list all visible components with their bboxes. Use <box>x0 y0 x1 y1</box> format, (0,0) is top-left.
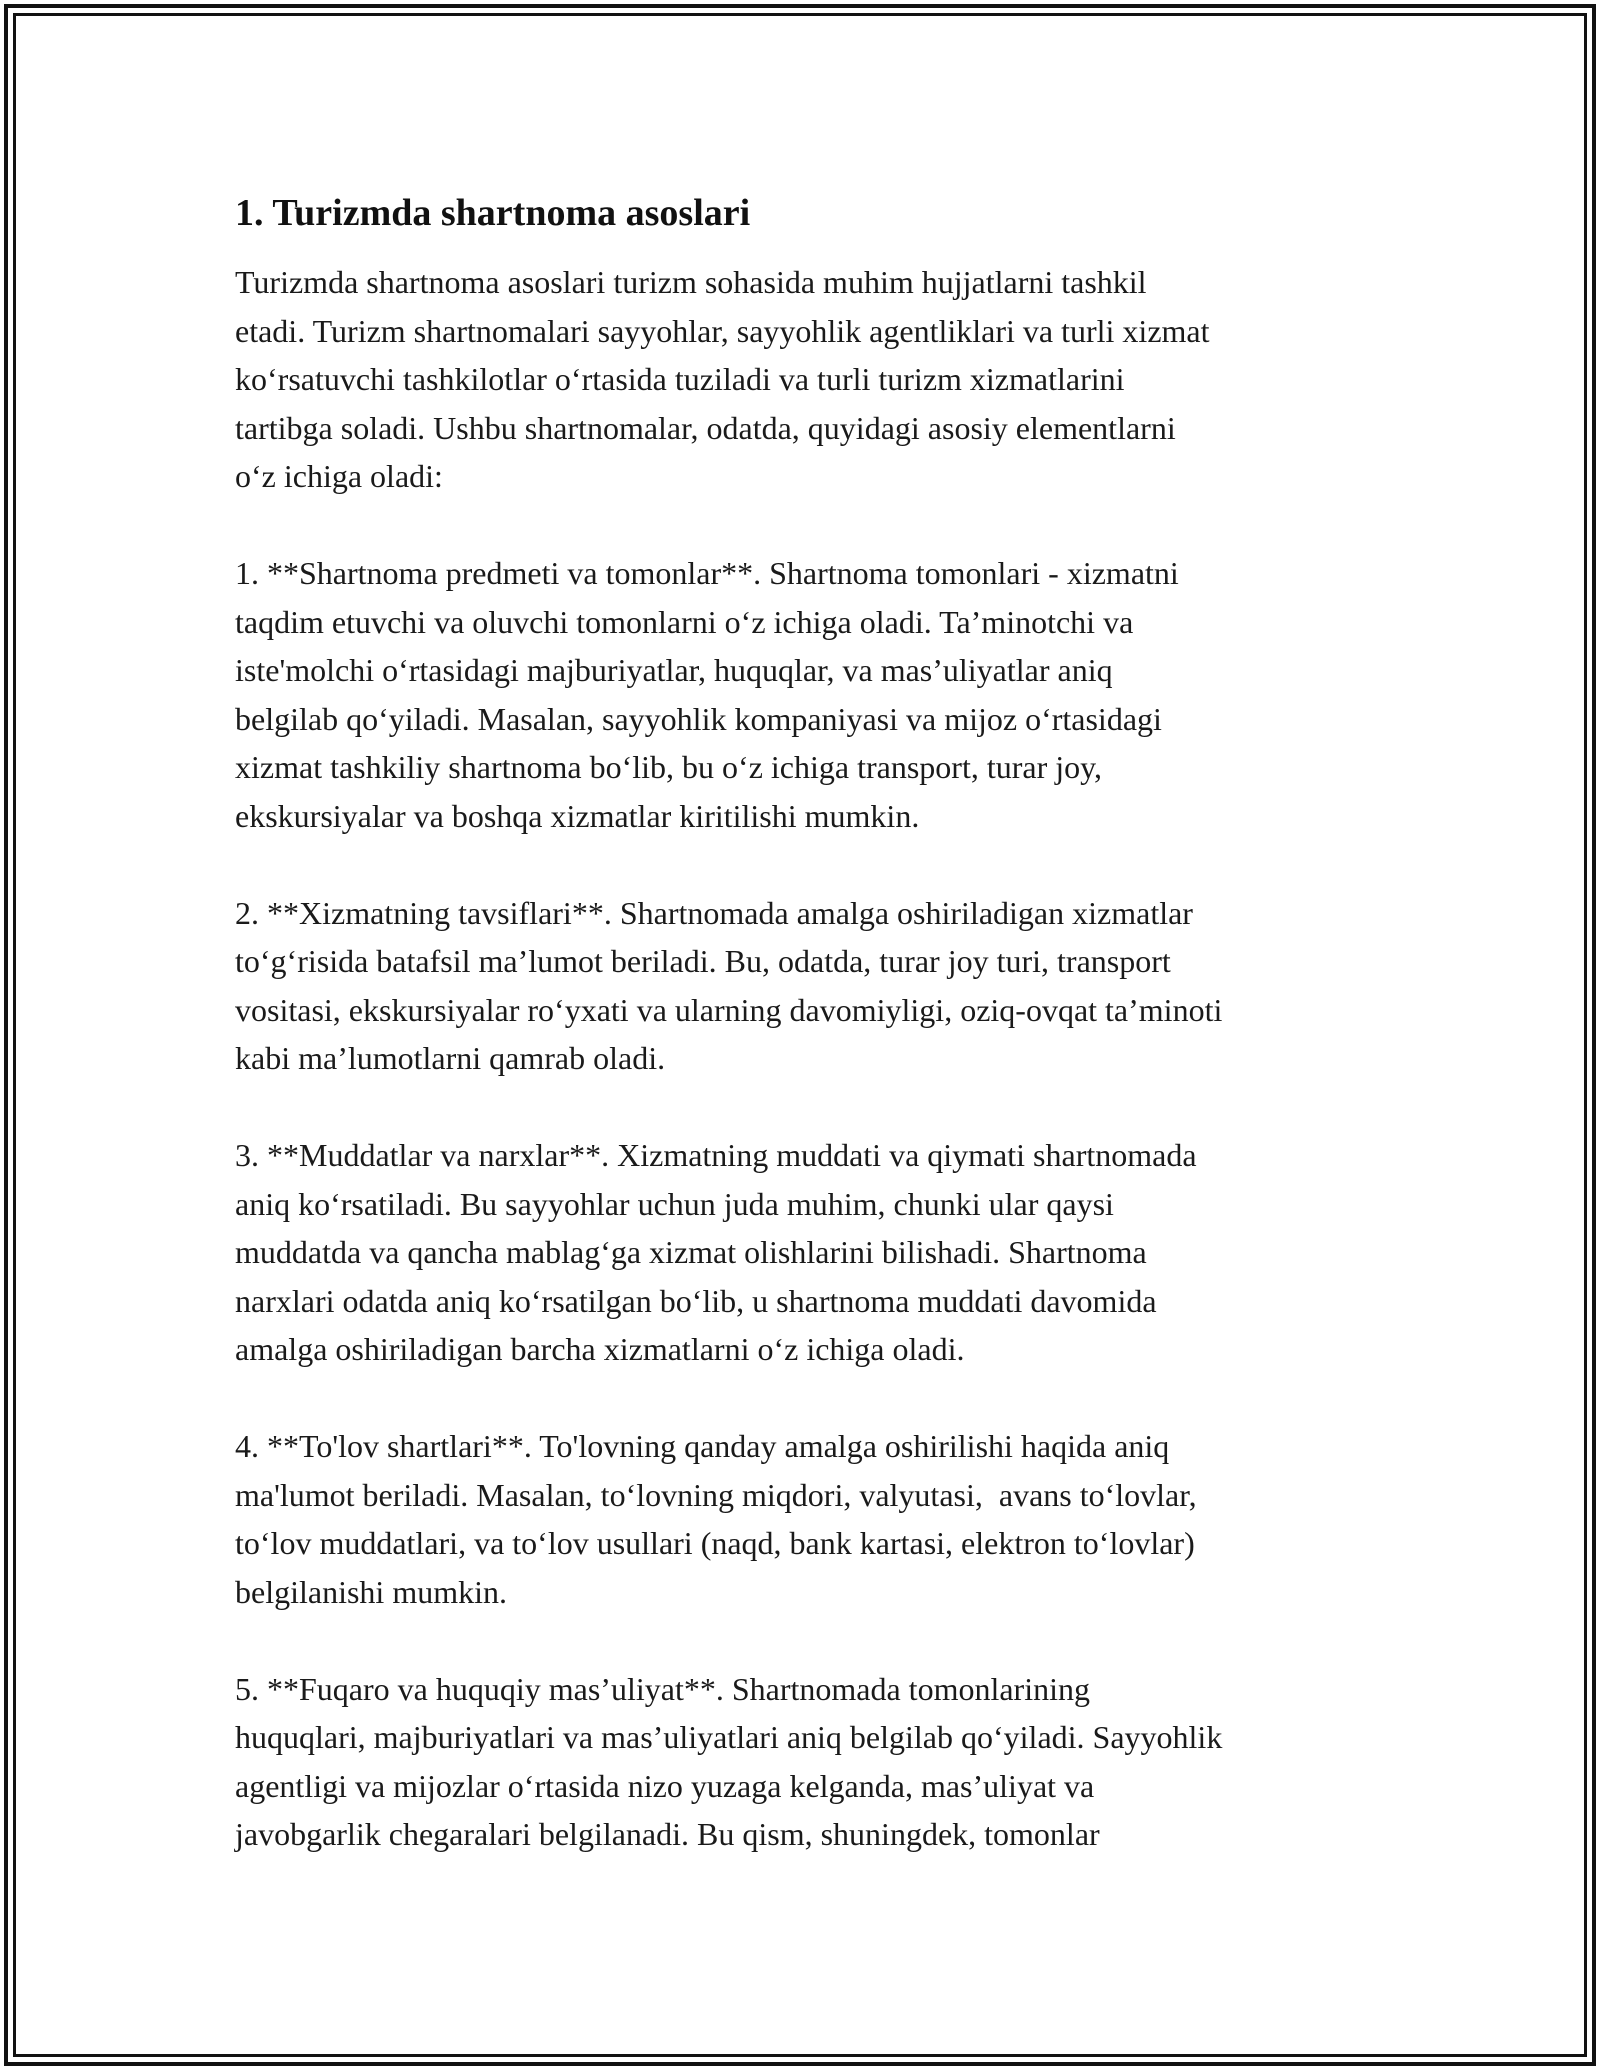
text-line: narxlari odatda aniq ko‘rsatilgan bo‘lib, u shartnoma muddati davomida <box>235 1282 1157 1319</box>
text-line: Turizmda shartnoma asoslari turizm sohasida muhim hujjatlarni tashkil <box>235 264 1147 300</box>
text-line: belgilab qo‘yiladi. Masalan, sayyohlik kompaniyasi va mijoz o‘rtasidagi <box>235 700 1162 737</box>
text-line: 5. **Fuqaro va huquqiy mas’uliyat**. Shartnomada tomonlarining <box>235 1670 1090 1707</box>
text-line: 3. **Muddatlar va narxlar**. Xizmatning muddati va qiymati shartnomada <box>235 1137 1197 1173</box>
text-line: 1. **Shartnoma predmeti va tomonlar**. Shartnoma tomonlari - xizmatni <box>235 555 1179 591</box>
text-line: xizmat tashkiliy shartnoma bo‘lib, bu o‘z ichiga transport, turar joy, <box>235 749 1103 785</box>
text-line: muddatda va qancha mablag‘ga xizmat olishlarini bilishadi. Shartnoma <box>235 1234 1147 1270</box>
text-line: huquqlari, majburiyatlari va mas’uliyatlari aniq belgilab qo‘yiladi. Sayyohlik <box>235 1719 1223 1755</box>
text-line: ekskursiyalar va boshqa xizmatlar kiritilishi mumkin. <box>235 797 920 834</box>
list-item-3-paragraph <box>235 1131 1375 1374</box>
text-line: vositasi, ekskursiyalar ro‘yxati va ularning davomiyligi, oziq-ovqat ta’minoti <box>235 991 1223 1028</box>
text-line: 2. **Xizmatning tavsiflari**. Shartnomada amalga oshiriladigan xizmatlar <box>235 894 1193 931</box>
text-line: o‘z ichiga oladi: <box>235 458 443 494</box>
text-line: iste'molchi o‘rtasidagi majburiyatlar, huquqlar, va mas’uliyatlar aniq <box>235 652 1113 688</box>
text-line: ma'lumot beriladi. Masalan, to‘lovning miqdori, valyutasi, avans to‘lovlar, <box>235 1476 1197 1513</box>
list-item-2-paragraph <box>235 889 1375 1083</box>
list-item-4-paragraph <box>235 1422 1375 1616</box>
text-line: javobgarlik chegaralari belgilanadi. Bu qism, shuningdek, tomonlar <box>235 1816 1100 1852</box>
text-line: etadi. Turizm shartnomalari sayyohlar, sayyohlik agentliklari va turli xizmat <box>235 312 1210 349</box>
text-line: aniq ko‘rsatiladi. Bu sayyohlar uchun juda muhim, chunki ular qaysi <box>235 1185 1114 1222</box>
intro-paragraph <box>235 258 1375 501</box>
list-item-5-paragraph <box>235 1665 1375 1859</box>
text-line: belgilanishi mumkin. <box>235 1573 507 1610</box>
text-line: to‘lov muddatlari, va to‘lov usullari (naqd, bank kartasi, elektron to‘lovlar) <box>235 1525 1195 1561</box>
text-line: to‘g‘risida batafsil ma’lumot beriladi. Bu, odatda, turar joy turi, transport <box>235 943 1171 979</box>
text-line: tartibga soladi. Ushbu shartnomalar, odatda, quyidagi asosiy elementlarni <box>235 409 1176 446</box>
list-item-1-paragraph <box>235 549 1375 840</box>
text-line: 4. **To'lov shartlari**. To'lovning qanday amalga oshirilishi haqida aniq <box>235 1428 1170 1464</box>
text-line: kabi ma’lumotlarni qamrab oladi. <box>235 1040 666 1076</box>
text-line: taqdim etuvchi va oluvchi tomonlarni o‘z ichiga oladi. Ta’minotchi va <box>235 603 1134 640</box>
text-line: agentligi va mijozlar o‘rtasida nizo yuzaga kelganda, mas’uliyat va <box>235 1767 1095 1804</box>
page-title: 1. Turizmda shartnoma asoslari <box>235 192 751 234</box>
document-body <box>235 188 1375 1907</box>
text-line: ko‘rsatuvchi tashkilotlar o‘rtasida tuziladi va turli turizm xizmatlarini <box>235 361 1125 397</box>
text-line: amalga oshiriladigan barcha xizmatlarni o‘z ichiga oladi. <box>235 1331 965 1367</box>
